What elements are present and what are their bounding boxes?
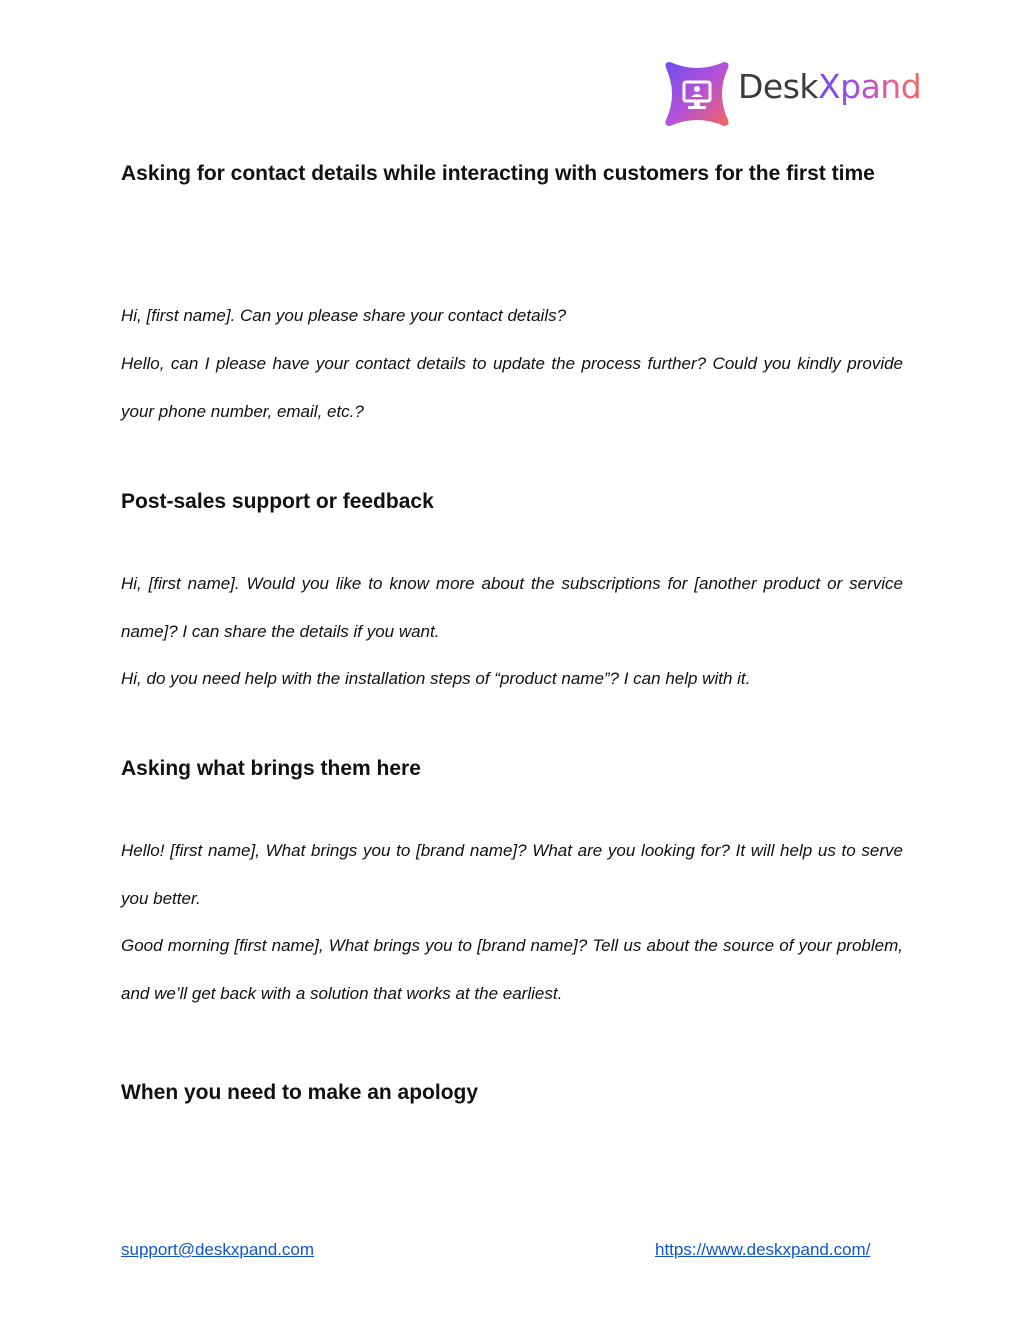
brand-name-part2: Xpand <box>818 67 922 106</box>
brand-name <box>738 67 922 106</box>
section-heading: Asking what brings them here <box>121 757 421 780</box>
section-heading: Post-sales support or feedback <box>121 490 434 513</box>
website-link[interactable]: https://www.deskxpand.com/ <box>655 1240 871 1259</box>
desktop-x-logo-icon <box>664 60 730 128</box>
template-paragraph: Hi, [first name]. Can you please share your contact details? <box>121 306 567 325</box>
template-paragraph: Hello, can I please have your contact details to update the process further? Could you kindly provide your phone number, email, etc.? <box>121 354 903 421</box>
support-email-link[interactable]: support@deskxpand.com <box>121 1240 315 1259</box>
template-paragraph: Hi, do you need help with the installation steps of “product name”? I can help with it. <box>121 669 751 688</box>
deskxpand-logo <box>664 60 940 128</box>
section-heading: Asking for contact details while interacting with customers for the first time <box>121 162 875 185</box>
template-paragraph: Good morning [first name], What brings you to [brand name]? Tell us about the source of your problem, and we’ll get back with a solution that works at the earliest. <box>121 936 903 1003</box>
brand-name-part1: Desk <box>738 67 819 106</box>
template-paragraph: Hello! [first name], What brings you to [brand name]? What are you looking for? It will help us to serve you better. <box>121 841 903 908</box>
section-heading: When you need to make an apology <box>121 1081 479 1104</box>
template-paragraph: Hi, [first name]. Would you like to know more about the subscriptions for [another product or service name]? I can share the details if you want. <box>121 574 903 641</box>
